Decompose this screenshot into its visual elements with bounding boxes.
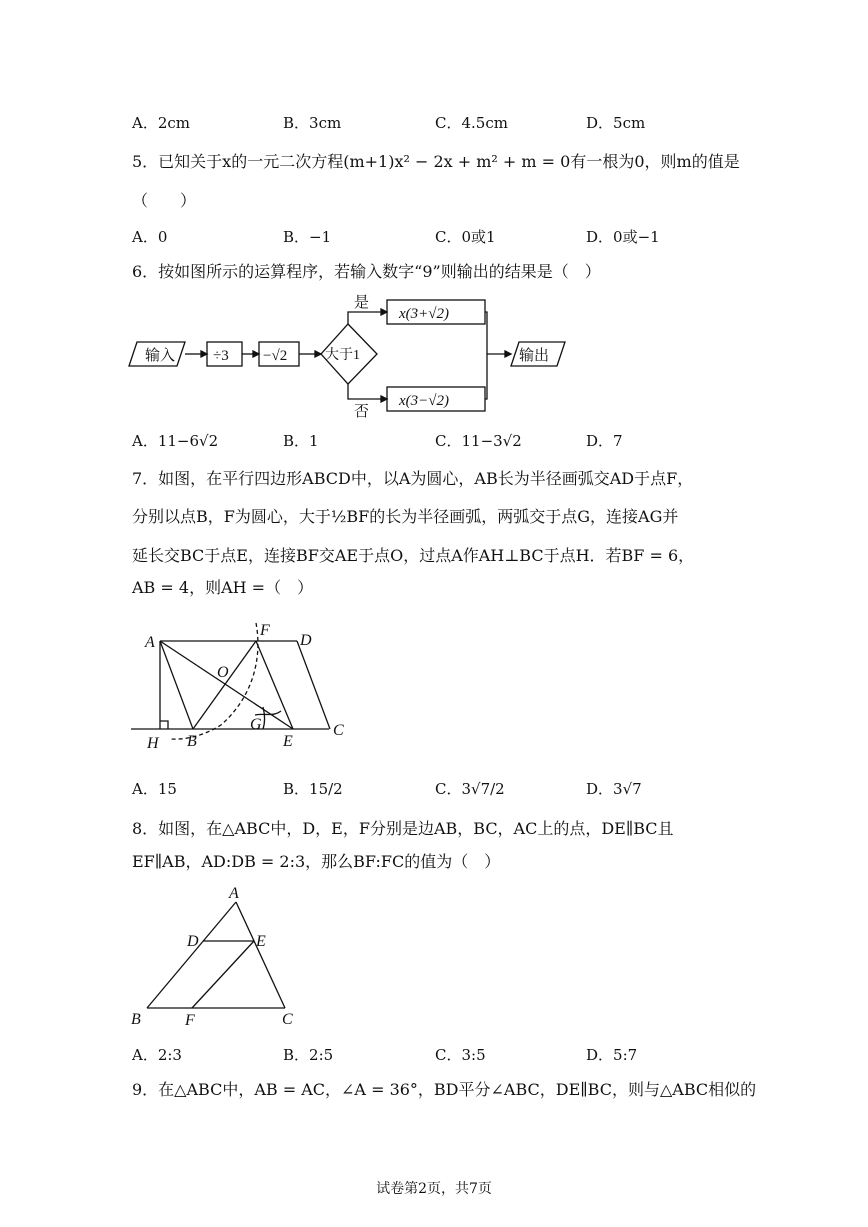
flow-yes-formula: x(3+√2): [399, 306, 450, 322]
flow-input-label: 输入: [145, 348, 176, 364]
q7-label-e: E: [283, 733, 293, 750]
q8-figure: [125, 882, 315, 1032]
q6-option-d: D．7: [586, 432, 623, 450]
q6-flowchart: [125, 290, 575, 420]
q7-label-g: G: [250, 716, 262, 733]
q5-option-b: B．−1: [283, 228, 332, 246]
q7-text-line3: 延长交BC于点E，连接BF交AE于点O，过点A作AH⊥BC于点H．若BF = 6，: [132, 546, 695, 565]
q5-text: 5．已知关于x的一元二次方程(m+1)x² − 2x + m² + m = 0有一根为0，则m的值是: [132, 152, 740, 171]
q4-option-c: C．4.5cm: [435, 114, 508, 132]
q7-figure: [125, 615, 365, 755]
q6-text: 6．按如图所示的运算程序，若输入数字“9”则输出的结果是（ ）: [132, 262, 601, 281]
flow-output-label: 输出: [519, 348, 550, 364]
flow-yes-label: 是: [354, 295, 370, 311]
q7-label-b: B: [187, 733, 197, 750]
q6-option-c: C．11−3√2: [435, 432, 522, 450]
q7-label-d: D: [300, 632, 312, 649]
q6-option-b: B．1: [283, 432, 319, 450]
q8-label-a: A: [229, 885, 239, 902]
q8-option-d: D．5:7: [586, 1046, 638, 1064]
q6-option-a: A．11−6√2: [132, 432, 219, 450]
q4-option-d: D．5cm: [586, 114, 646, 132]
q8-label-f: F: [185, 1012, 195, 1029]
q7-text-line4: AB = 4，则AH =（ ）: [132, 578, 314, 597]
flow-no-label: 否: [354, 404, 370, 420]
q4-option-b: B．3cm: [283, 114, 342, 132]
flow-decision-label: 大于1: [325, 348, 360, 363]
q5-option-a: A．0: [132, 228, 168, 246]
q7-option-d: D．3√7: [586, 780, 642, 798]
q7-label-a: A: [145, 634, 155, 651]
q4-option-a: A．2cm: [132, 114, 191, 132]
q8-label-c: C: [282, 1011, 293, 1028]
q8-label-b: B: [131, 1011, 141, 1028]
q7-label-f: F: [260, 622, 270, 639]
q8-text-line1: 8．如图，在△ABC中，D，E，F分别是边AB，BC，AC上的点，DE∥BC且: [132, 819, 674, 838]
q8-option-a: A．2:3: [132, 1046, 182, 1064]
flow-op1-label: ÷3: [213, 348, 229, 364]
q5-option-d: D．0或−1: [586, 228, 660, 246]
q7-option-a: A．15: [132, 780, 177, 798]
q8-text-line2: EF∥AB，AD:DB = 2:3，那么BF:FC的值为（ ）: [132, 852, 501, 871]
q7-text-line2: 分别以点B，F为圆心，大于½BF的长为半径画弧，两弧交于点G，连接AG并: [132, 507, 679, 526]
q8-label-d: D: [187, 933, 199, 950]
q7-label-o: O: [217, 664, 229, 681]
q7-option-b: B．15/2: [283, 780, 343, 798]
flow-op2-label: −√2: [263, 348, 288, 364]
q7-label-c: C: [333, 722, 344, 739]
q8-option-c: C．3:5: [435, 1046, 486, 1064]
q9-text-line1: 9．在△ABC中，AB = AC，∠A = 36°，BD平分∠ABC，DE∥BC，则与△ABC相似的: [132, 1080, 757, 1099]
q8-label-e: E: [256, 933, 266, 950]
q7-text-line1: 7．如图，在平行四边形ABCD中，以A为圆心，AB长为半径画弧交AD于点F，: [132, 469, 694, 488]
q8-option-b: B．2:5: [283, 1046, 334, 1064]
q7-label-h: H: [147, 735, 159, 752]
page-footer: 试卷第2页，共7页: [376, 1181, 492, 1197]
q5-paren: （ ）: [132, 191, 197, 210]
flow-no-formula: x(3−√2): [399, 393, 450, 409]
q5-option-c: C．0或1: [435, 228, 496, 246]
q7-option-c: C．3√7/2: [435, 780, 505, 798]
